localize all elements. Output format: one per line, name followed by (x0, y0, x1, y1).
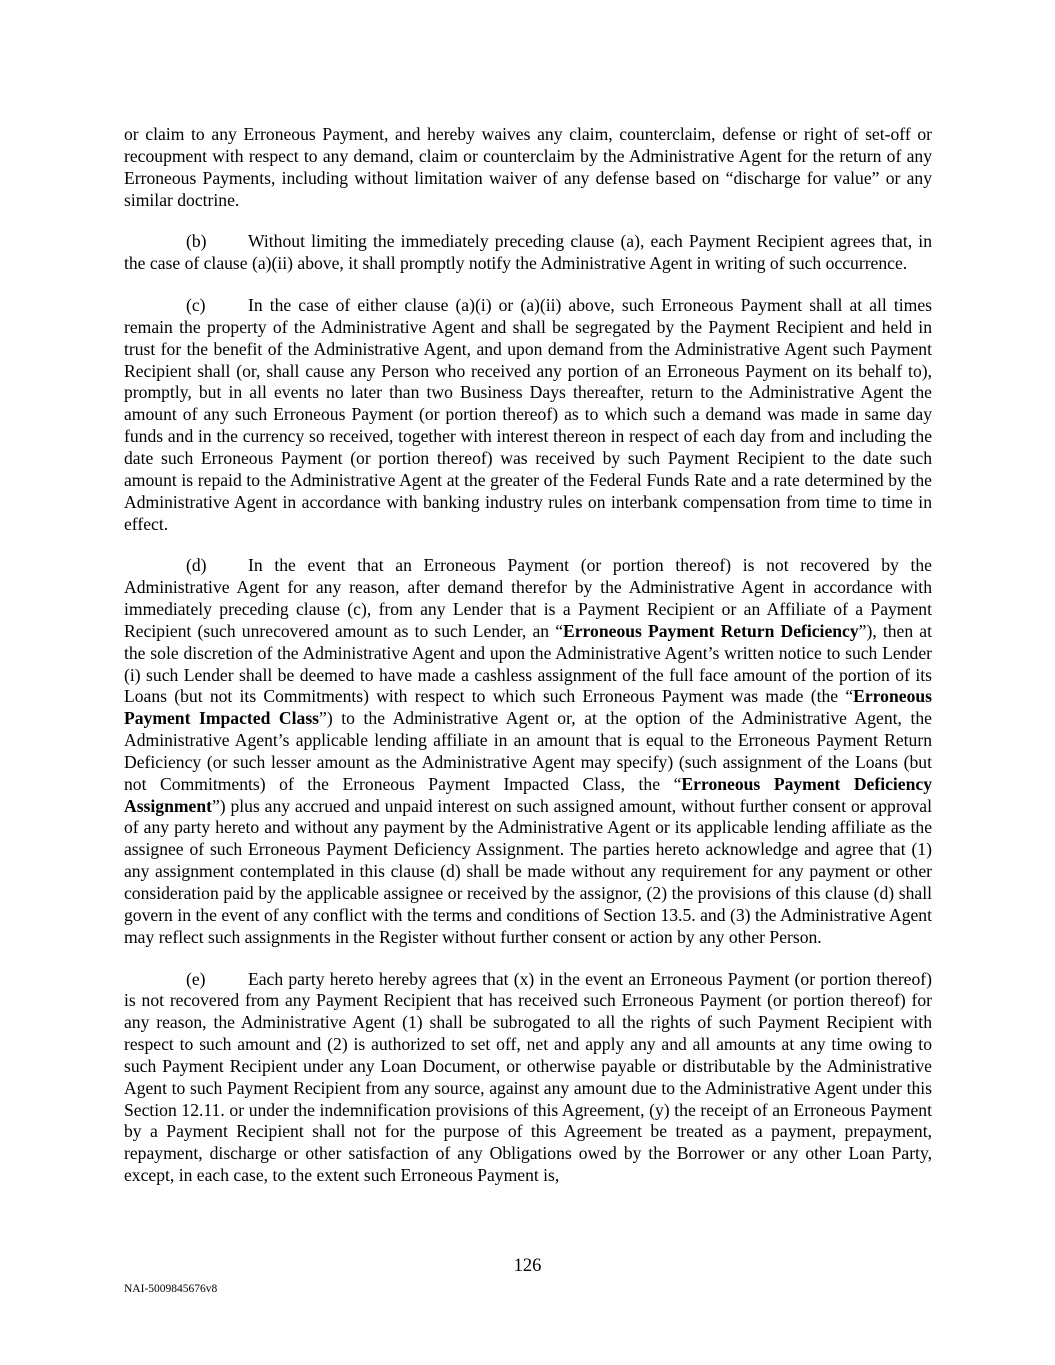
document-body (124, 124, 932, 1207)
paragraph-c (124, 295, 932, 535)
defined-term: Erroneous Payment Deficiency Assignment (124, 773, 933, 816)
clause-label: (d) (186, 555, 207, 576)
document-id: NAI-5009845676v8 (124, 1283, 218, 1295)
defined-term: Erroneous Payment Return Deficiency (563, 620, 859, 641)
paragraph-e (124, 969, 932, 1187)
paragraph-a-continuation (124, 124, 932, 211)
paragraph-text: ”) to the Administrative Agent or, at the option of the Administrative Agent, the Administrative Agent’s applicable lending affiliate in an amount that is equal to the Erroneous Payment Return Deficiency (or such lesser amount as the Administrative Agent may specify) (such assignment of the Loans (but not Commitments) of the Erroneous Payment Impacted Class, the “ (124, 708, 932, 794)
paragraph-text: or claim to any Erroneous Payment, and hereby waives any claim, counterclaim, defense or right of set-off or recoupment with respect to any demand, claim or counterclaim by the Administrative Agent for the return of any Erroneous Payments, including without limitation waiver of any defense based on “discharge for value” or any similar doctrine. (124, 124, 932, 210)
defined-term: Erroneous Payment Impacted Class (124, 686, 932, 729)
paragraph-text: ”), then at the sole discretion of the Administrative Agent and upon the Administrative Agent’s written notice to such Lender (i) such Lender shall be deemed to have made a cashless assignment of the full face amount of the portion of its Loans (but not its Commitments) with respect to which such Erroneous Payment was made (the “ (124, 620, 932, 707)
page-number: 126 (513, 1256, 542, 1276)
paragraph-text: In the case of either clause (a)(i) or (a)(ii) above, such Erroneous Payment shall at all times remain the property of the Administrative Agent and shall be segregated by the Payment Recipient and held in trust for the benefit of the Administrative Agent, and upon demand from the Administrative Agent such Payment Recipient shall (or, shall cause any Person who received any portion of an Erroneous Payment on its behalf to), promptly, but in all events no later than two Business Days thereafter, return to the Administrative Agent the amount of any such Erroneous Payment (or portion thereof) as to which such a demand was made in same day funds and in the currency so received, together with interest thereon in respect of each day from and including the date such Erroneous Payment (or portion thereof) was received by such Payment Recipient to the date such amount is repaid to the Administrative Agent at the greater of the Federal Funds Rate and a rate determined by the Administrative Agent in accordance with banking industry rules on interbank compensation from time to time in effect. (124, 295, 932, 534)
clause-label: (b) (186, 231, 207, 252)
paragraph-text: Without limiting the immediately preceding clause (a), each Payment Recipient agrees that, in the case of clause (a)(ii) above, it shall promptly notify the Administrative Agent in writing of such occurrence. (124, 231, 932, 274)
paragraph-b (124, 231, 932, 275)
clause-label: (c) (186, 295, 206, 316)
paragraph-text: Each party hereto hereby agrees that (x) in the event an Erroneous Payment (or portion thereof) is not recovered from any Payment Recipient that has received such Erroneous Payment (or portion thereof) for any reason, the Administrative Agent (1) shall be subrogated to all the rights of such Payment Recipient with respect to such amount and (2) is authorized to set off, net and apply any and all amounts at any time owing to such Payment Recipient under any Loan Document, or otherwise payable or distributable by the Administrative Agent to such Payment Recipient from any source, against any amount due to the Administrative Agent under this Section 12.11. or under the indemnification provisions of this Agreement, (y) the receipt of an Erroneous Payment by a Payment Recipient shall not for the purpose of this Agreement be treated as a payment, prepayment, repayment, discharge or other satisfaction of any Obligations owed by the Borrower or any other Loan Party, except, in each case, to the extent such Erroneous Payment is, (124, 968, 932, 1186)
paragraph-text: In the event that an Erroneous Payment (or portion thereof) is not recovered by the Administrative Agent for any reason, after demand therefor by the Administrative Agent in accordance with immediately preceding clause (c), from any Lender that is a Payment Recipient or an Affiliate of a Payment Recipient (such unrecovered amount as to such Lender, an “ (124, 555, 932, 641)
paragraph-d (124, 555, 932, 948)
clause-label: (e) (186, 968, 206, 989)
paragraph-text: ”) plus any accrued and unpaid interest on such assigned amount, without further consent or approval of any party hereto and without any payment by the Administrative Agent or its applicable lending affiliate as the assignee of such Erroneous Payment Deficiency Assignment. The parties hereto acknowledge and agree that (1) any assignment contemplated in this clause (d) shall be made without any requirement for any payment or other consideration paid by the applicable assignee or received by the assignor, (2) the provisions of this clause (d) shall govern in the event of any conflict with the terms and conditions of Section 13.5. and (3) the Administrative Agent may reflect such assignments in the Register without further consent or action by any other Person. (124, 795, 932, 947)
